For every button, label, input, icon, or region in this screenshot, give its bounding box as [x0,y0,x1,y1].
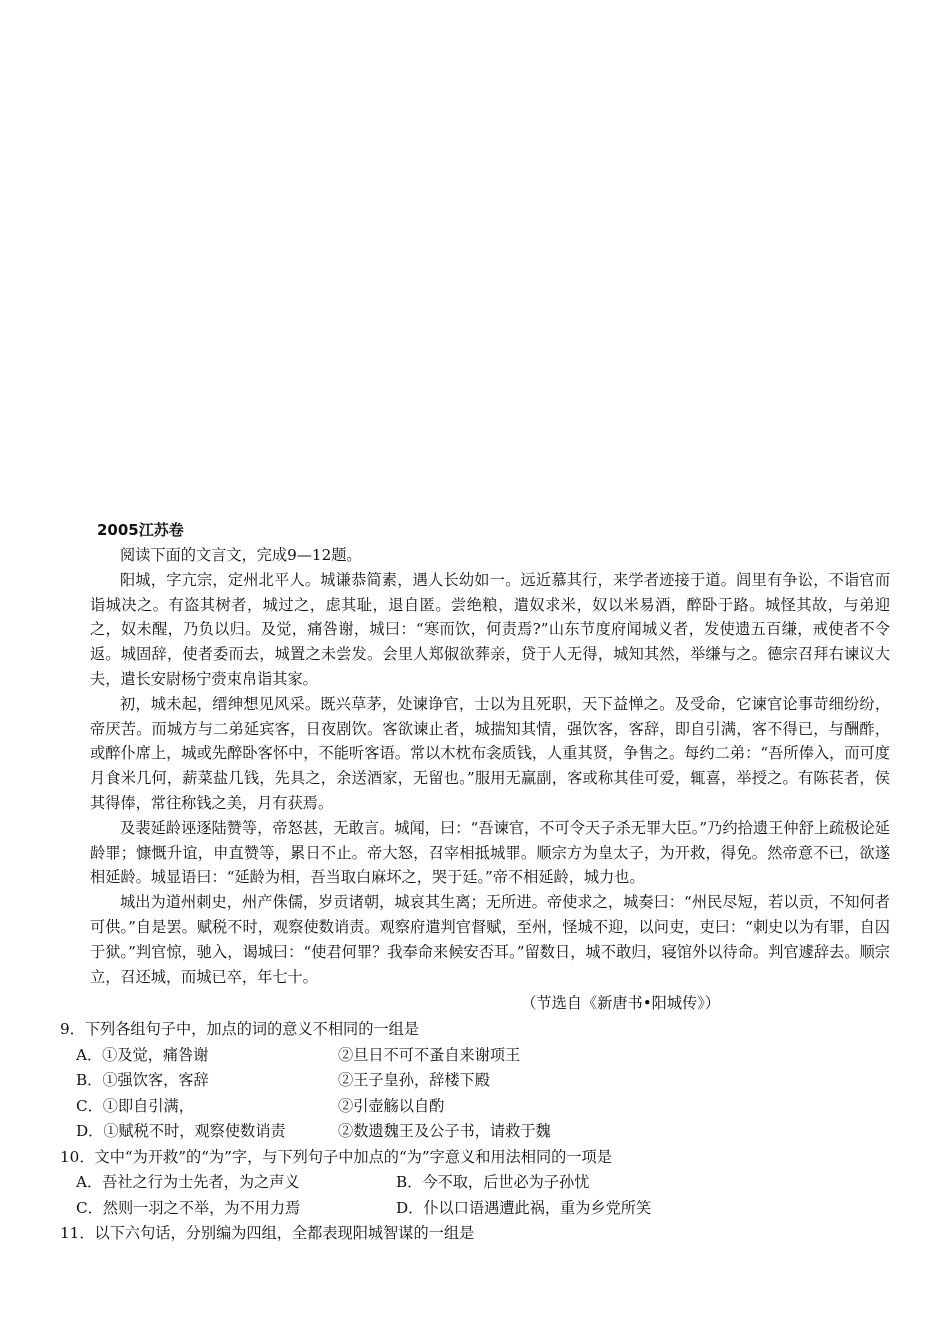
question-10-options-cd [60,1196,920,1222]
option-sentence-2: ②引壶觞以自酌 [338,1096,445,1115]
passage-paragraph-2: 初，城未起，缙绅想见风采。既兴草茅，处谏诤官，士以为且死职，天下益惮之。及受命，它谏官论事苛细纷纷，帝厌苦。而城方与二弟延宾客，日夜剧饮。客欲谏止者，城揣知其情，强饮客，客辞，即自引满，客不得已，与酬酢，或醉仆席上，城或先醉卧客怀中，不能听客语。常以木枕布衾质钱，人重其贤，争售之。每约二弟：“吾所俸入，而可度月食米几何，薪菜盐几钱，先具之，余送酒家，无留也。”服用无赢副，客或称其佳可爱，辄喜，举授之。有陈苌者，侯其得俸，常往称钱之美，月有获焉。 [90,694,890,812]
question-9-option-d [60,1119,920,1145]
option-d: D．仆以口语遇遭此祸，重为乡党所笑 [396,1198,652,1217]
question-10-stem: 10．文中“为开救”的“为”字，与下列句子中加点的“为”字意义和用法相同的一项是 [60,1147,612,1166]
passage-paragraph-1: 阳城，字亢宗，定州北平人。城谦恭简素，遇人长幼如一。远近慕其行，来学者迹接于道。闾里有争讼，不诣官而诣城决之。有盗其树者，城过之，虑其耻，退自匿。尝绝粮，遣奴求米，奴以米易酒，醉卧于路。城怪其故，与弟迎之，奴未醒，乃负以归。及觉，痛咎谢，城曰：“寒而饮，何责焉?”山东节度府闻城义者，发使遗五百缣，戒使者不令返。城固辞，使者委而去，城置之未尝发。会里人郑俶欲葬亲，贷于人无得，城知其然，举缣与之。德宗召拜右谏议大夫，遣长安尉杨宁赍束帛诣其家。 [90,570,890,688]
option-c: C．然则一羽之不举，为不用力焉 [76,1198,301,1217]
question-9-option-b [60,1068,920,1094]
classical-passage [90,543,890,989]
passage-paragraph-3: 及裴延龄诬逐陆赞等，帝怒甚，无敢言。城闻，曰：“吾谏官，不可令天子杀无罪大臣。”乃约拾遗王仲舒上疏极论延龄罪；慷慨升谊，申直赞等，累日不止。帝大怒，召宰相抵城罪。顺宗方为皇太子，为开救，得免。然帝意不已，欲遂相延龄。城显语曰：“延龄为相，吾当取白麻坏之，哭于廷。”帝不相延龄，城力也。 [90,818,890,887]
question-10-options-ab [60,1170,920,1196]
questions-section [60,1017,920,1247]
option-sentence-2: ②数遗魏王及公子书，请救于魏 [338,1122,551,1140]
exam-heading: 2005江苏卷 [97,521,184,539]
passage-paragraph-4: 城出为道州刺史，州产侏儒，岁贡诸朝，城哀其生离；无所进。帝使求之，城奏曰：“州民尽短，若以贡，不知何者可供。”自是罢。赋税不时，观察使数诮责。观察府遣判官督赋，至州，怪城不迎，以问吏，吏曰：“刺史以为有罪，自囚于狱。”判官惊，驰入，谒城曰：“使君何罪？我奉命来候安否耳。”留数日，城不敢归，寝馆外以待命。判官遽辞去。顺宗立，召还城，而城已卒，年七十。 [90,893,890,986]
option-sentence-2: ②王子皇孙，辞楼下殿 [338,1071,490,1089]
option-b: B．今不取，后世必为子孙忧 [396,1173,590,1191]
passage-instruction: 阅读下面的文言文，完成9—12题。 [120,546,362,564]
question-9-option-c [60,1094,920,1120]
option-sentence-1: A．①及觉，痛咎谢 [76,1045,209,1064]
option-sentence-2: ②旦日不可不蚤自来谢项王 [338,1045,521,1064]
option-sentence-1: D．①赋税不时，观察使数诮责 [76,1122,286,1140]
question-11-stem: 11．以下六句话，分别编为四组，全都表现阳城智谋的一组是 [60,1224,475,1242]
passage-source: （节选自《新唐书•阳城传》） [521,994,720,1012]
option-a: A．吾社之行为士先者，为之声义 [76,1173,300,1191]
option-sentence-1: C．①即自引满， [76,1096,194,1115]
question-9-stem: 9．下列各组句子中，加点的词的意义不相同的一组是 [60,1020,419,1038]
option-sentence-1: B．①强饮客，客辞 [76,1071,209,1089]
question-9-option-a [60,1043,920,1069]
